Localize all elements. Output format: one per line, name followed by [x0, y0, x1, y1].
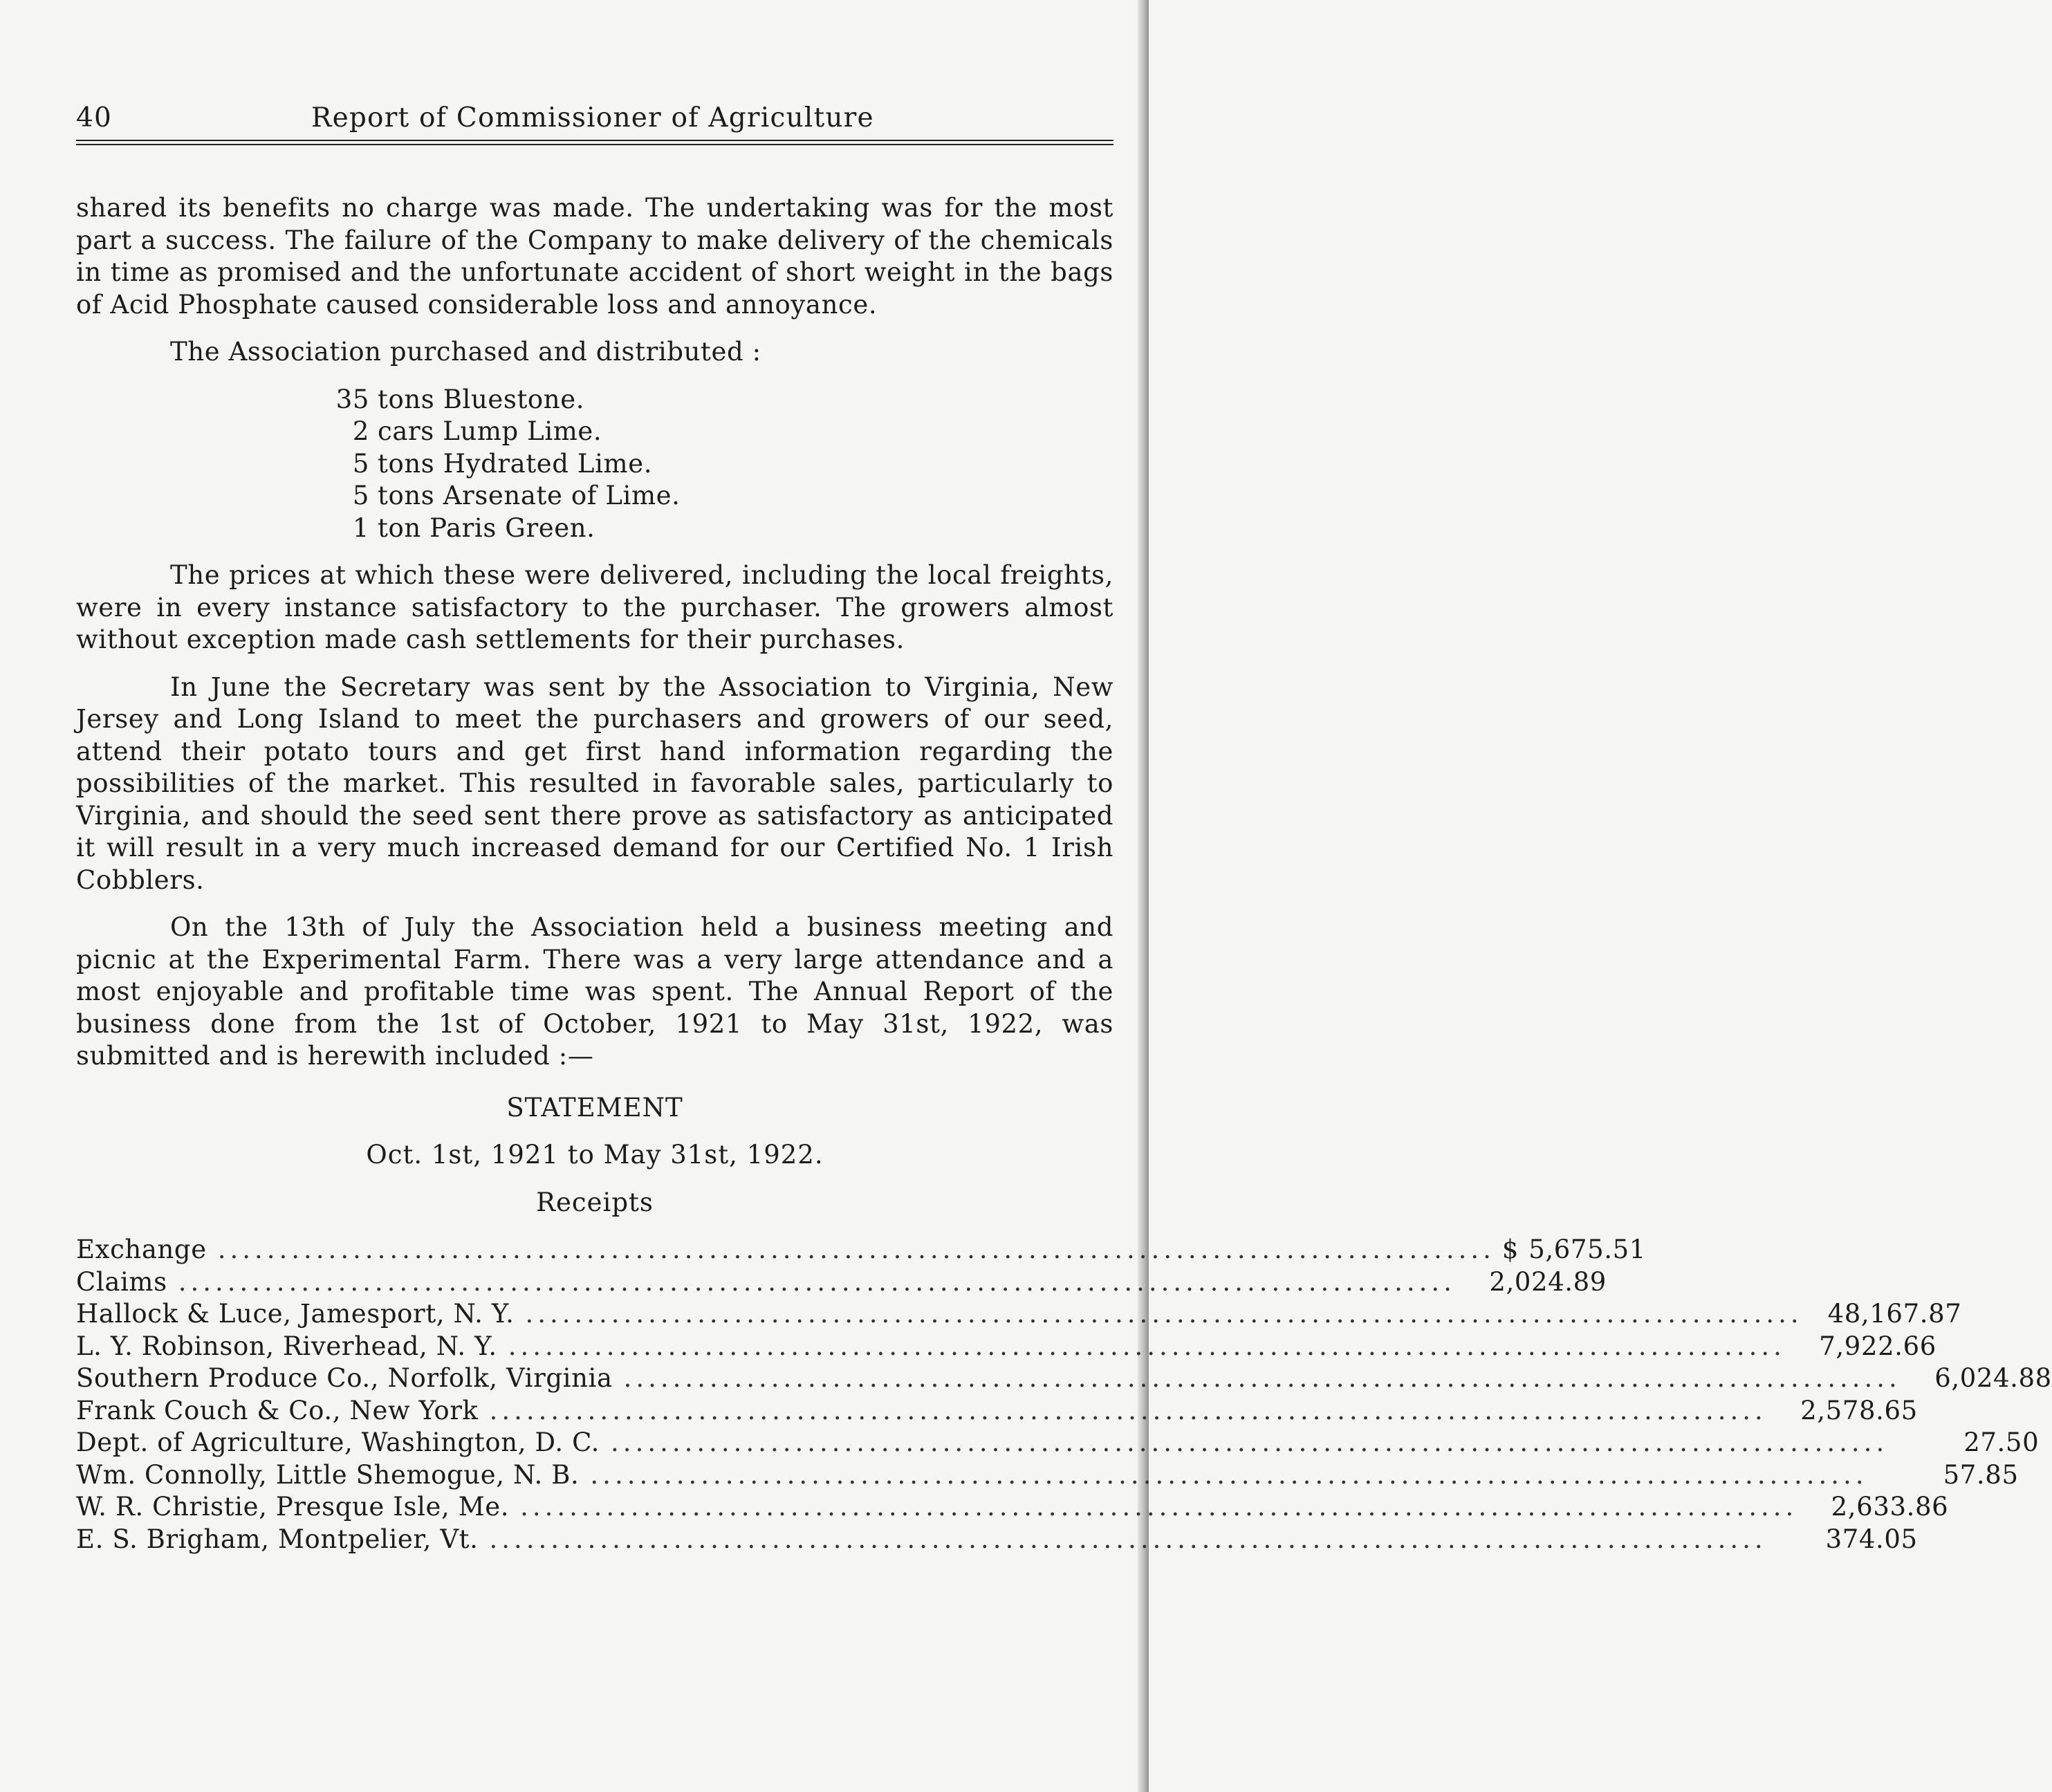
header-rule-bottom	[76, 144, 1113, 145]
table-row: Claims ........................................................................................................ 2,024.89	[76, 1266, 1607, 1297]
table-row: Southern Produce Co., Norfolk, Virginia ........................................................................................................ 6,024.88	[76, 1363, 2052, 1393]
statement-period: Oct. 1st, 1921 to May 31st, 1922.	[366, 1140, 824, 1170]
list-item: 5 tons Hydrated Lime.	[352, 448, 653, 479]
page-number: 40	[76, 102, 113, 133]
list-item: 35 tons Bluestone.	[335, 384, 585, 414]
table-row: Wm. Connolly, Little Shemogue, N. B. ........................................................................................................ 57.85	[76, 1459, 2019, 1490]
table-row: Exchange ........................................................................................................ $ 5,675.51	[76, 1235, 1646, 1264]
statement-heading: STATEMENT	[506, 1092, 683, 1123]
receipts-heading: Receipts	[536, 1187, 654, 1217]
paragraph: In June the Secretary was sent by the Association to Virginia, New Jersey and Long Island to meet the purchasers and growers of our seed, attend their potato tours and get first hand information regarding the possibilities of the market. This resulted in favorable sales, particularly to Virginia, and should the seed sent there prove as satisfactory as anticipated it will result in a very much increased demand for our Certified No. 1 Irish Cobblers.	[76, 672, 1113, 895]
purchase-list	[326, 384, 1113, 545]
table-row: E. S. Brigham, Montpelier, Vt. ........................................................................................................ 374.05	[76, 1524, 1918, 1554]
receipts-table	[76, 1234, 2052, 1555]
list-item: 1 ton Paris Green.	[352, 512, 595, 543]
page-body	[76, 192, 2052, 1555]
paragraph: The Association purchased and distributed :	[170, 337, 761, 367]
list-item: 2 cars Lump Lime.	[352, 416, 602, 446]
table-row: Frank Couch & Co., New York ........................................................................................................ 2,578.65	[76, 1395, 1918, 1425]
paragraph: The prices at which these were delivered, including the local freights, were in every instance satisfactory to the purchaser. The growers almost without exception made cash settlements for their purchases.	[76, 560, 1113, 654]
header-rule-top	[76, 140, 1113, 141]
table-row: Hallock & Luce, Jamesport, N. Y. ........................................................................................................ 48,167.87	[76, 1299, 1962, 1329]
paragraph: shared its benefits no charge was made. The undertaking was for the most part a success. The failure of the Company to make delivery of the chemicals in time as promised and the unfortunate accident of short weight in the bags of Acid Phosphate caused considerable loss and annoyance.	[76, 193, 1113, 320]
running-title: Report of Commissioner of Agriculture	[311, 102, 874, 133]
table-row: L. Y. Robinson, Riverhead, N. Y. ........................................................................................................ 7,922.66	[76, 1331, 1937, 1361]
list-item: 5 tons Arsenate of Lime.	[352, 481, 681, 510]
table-row: Dept. of Agriculture, Washington, D. C. ........................................................................................................ 27.50	[76, 1428, 2040, 1457]
paragraph: On the 13th of July the Association held a business meeting and picnic at the Experimental Farm. There was a very large attendance and a most enjoyable and profitable time was spent. The Annual Report of the business done from the 1st of October, 1921 to May 31st, 1922, was submitted and is herewith included :—	[76, 912, 1113, 1071]
document-page	[76, 97, 2052, 1554]
table-row: W. R. Christie, Presque Isle, Me. ........................................................................................................ 2,633.86	[76, 1492, 1949, 1522]
running-header	[76, 97, 1113, 138]
